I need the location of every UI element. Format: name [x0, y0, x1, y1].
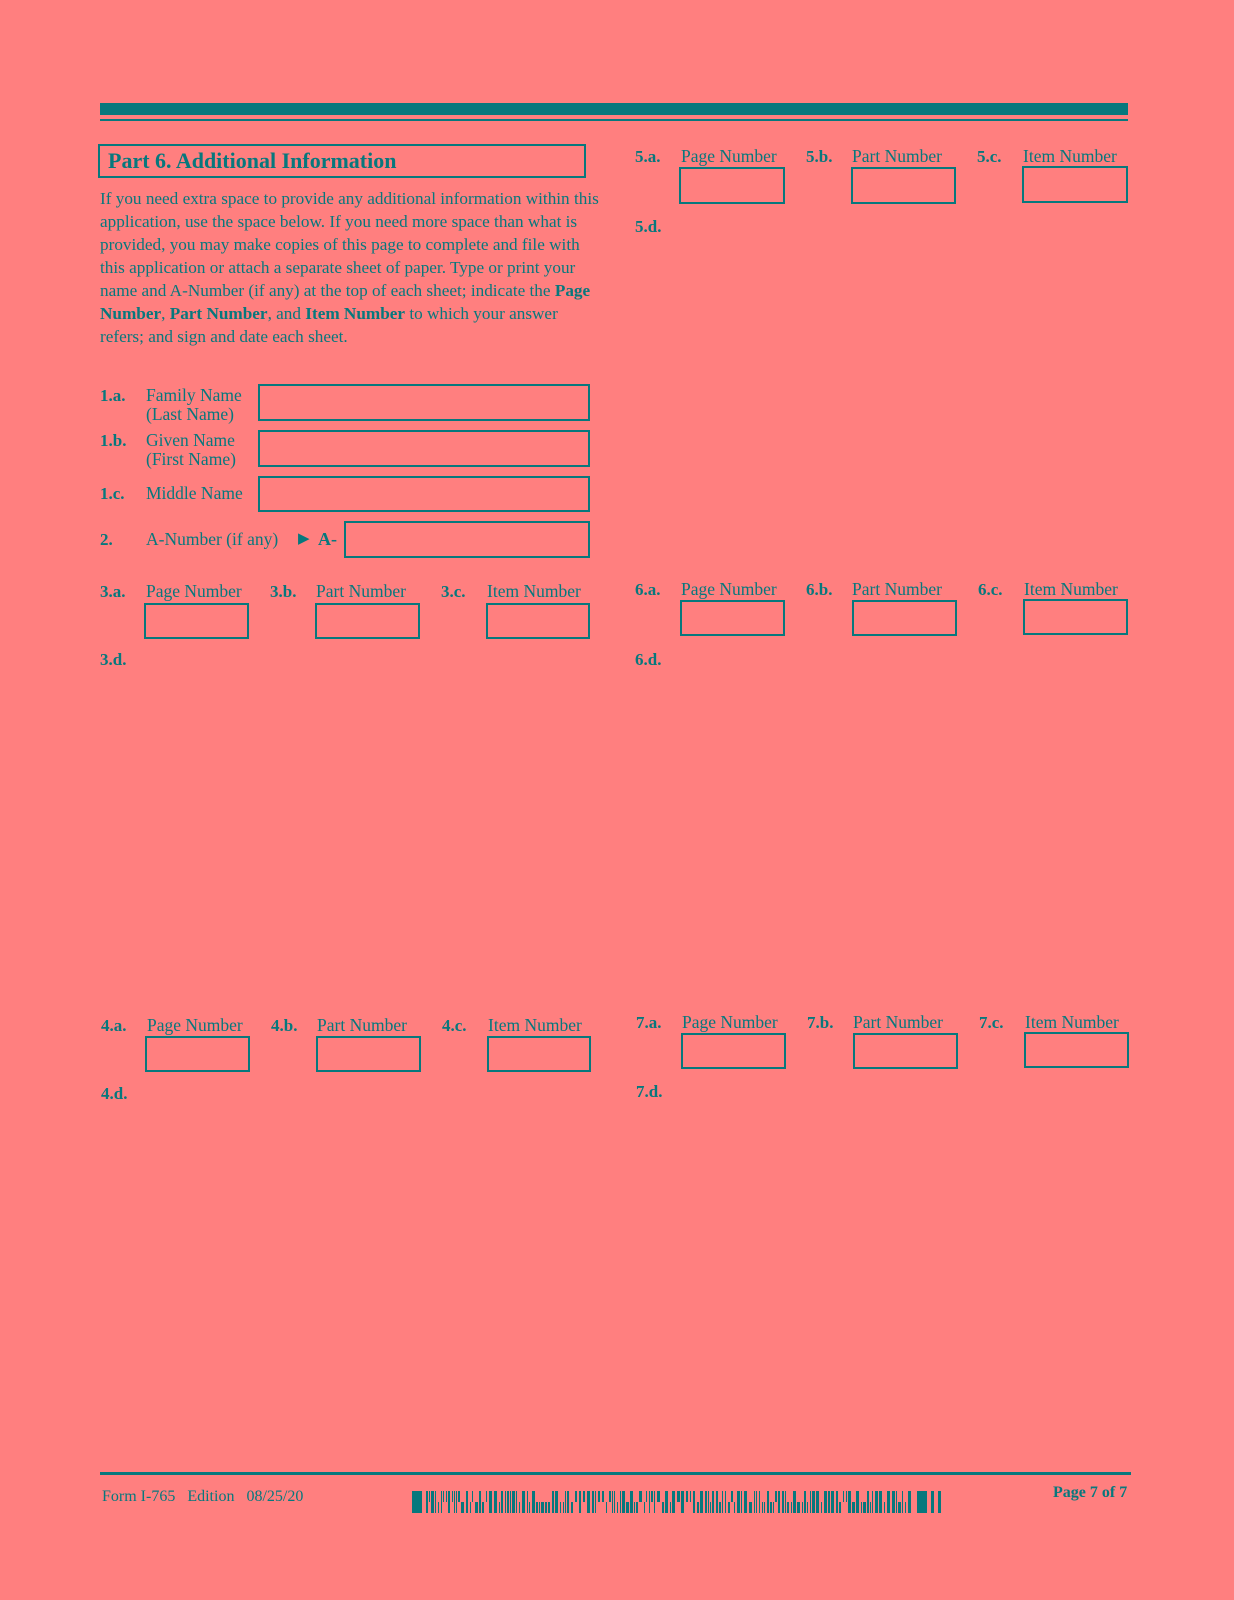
- part-number-field[interactable]: [851, 167, 956, 204]
- instructions-bold-item: Item Number: [305, 304, 406, 323]
- item-number-label: Item Number: [1024, 579, 1118, 599]
- top-rule-thick: [100, 103, 1128, 115]
- item-number: 4.c.: [442, 1016, 467, 1035]
- item-number: 1.b.: [100, 431, 127, 450]
- item-number-field[interactable]: [486, 603, 590, 639]
- a-number-label: A-Number (if any): [146, 529, 279, 549]
- page-number-field[interactable]: [145, 1036, 250, 1072]
- family-name-label-line2: (Last Name): [146, 404, 234, 424]
- page-number-label: Page Number: [682, 1012, 778, 1032]
- page-number-label: Page Number: [147, 1015, 243, 1035]
- part-number-field[interactable]: [853, 1033, 958, 1069]
- page-number-field[interactable]: [681, 1033, 786, 1069]
- additional-info-textarea[interactable]: [145, 1104, 591, 1444]
- additional-info-textarea[interactable]: [679, 236, 1128, 566]
- item-number: 4.a.: [101, 1016, 127, 1035]
- item-number: 5.a.: [635, 147, 661, 166]
- instructions-part2: to which your answer refers; and sign and date each sheet.: [100, 304, 558, 346]
- given-name-label-line2: (First Name): [146, 449, 236, 469]
- item-number: 3.d.: [100, 650, 127, 669]
- given-name-label: [146, 431, 236, 469]
- item-number: 4.b.: [271, 1016, 298, 1035]
- footer-rule: [100, 1472, 1131, 1475]
- item-number: 6.c.: [978, 580, 1003, 599]
- page-number-label: Page Number: [681, 146, 777, 166]
- additional-info-textarea[interactable]: [681, 1102, 1129, 1442]
- item-number: 7.a.: [636, 1013, 662, 1032]
- item-number: 1.a.: [100, 386, 126, 405]
- additional-info-textarea[interactable]: [680, 670, 1128, 1000]
- item-number-label: Item Number: [488, 1015, 582, 1035]
- part-number-label: Part Number: [852, 146, 942, 166]
- item-number-field[interactable]: [1024, 1032, 1129, 1068]
- item-number: 1.c.: [100, 484, 125, 503]
- item-number-field[interactable]: [1022, 166, 1128, 203]
- instructions-part1: If you need extra space to provide any additional information within this application, use the space below. If you need more space than what is provided, you may make copies of this page to complete and file with this application or attach a separate sheet of paper. Type or print your name and A-Number (if any) at the top of each sheet; indicate the: [100, 189, 599, 300]
- given-name-field[interactable]: [258, 430, 590, 467]
- page-number-field[interactable]: [144, 603, 249, 639]
- item-number: 7.c.: [979, 1013, 1004, 1032]
- instructions-bold-part: Part Number: [169, 304, 268, 323]
- part-number-field[interactable]: [315, 603, 420, 639]
- item-number: 4.d.: [101, 1084, 128, 1103]
- item-number-field[interactable]: [487, 1036, 591, 1072]
- middle-name-field[interactable]: [258, 476, 590, 512]
- instructions-bold-page: Page Number: [100, 281, 591, 323]
- item-number-label: Item Number: [487, 581, 581, 601]
- barcode-icon: [412, 1491, 944, 1513]
- page-number-label: Page Number: [681, 579, 777, 599]
- arrow-right-icon: ▶: [298, 531, 310, 547]
- item-number: 5.d.: [635, 217, 662, 236]
- item-number: 3.c.: [441, 582, 466, 601]
- family-name-label-line1: Family Name: [146, 385, 242, 405]
- page-number-label: Page Number: [146, 581, 242, 601]
- family-name-label: [146, 386, 242, 424]
- a-number-field[interactable]: [344, 521, 590, 558]
- part-number-label: Part Number: [853, 1012, 943, 1032]
- item-number: 6.a.: [635, 580, 661, 599]
- item-number: 2.: [100, 530, 113, 549]
- top-rule-thin: [100, 119, 1128, 121]
- item-number-label: Item Number: [1023, 146, 1117, 166]
- part-number-field[interactable]: [852, 600, 957, 636]
- instructions-text: [100, 187, 600, 348]
- part-number-field[interactable]: [316, 1036, 421, 1072]
- page-number-field[interactable]: [679, 167, 785, 204]
- item-number-label: Item Number: [1025, 1012, 1119, 1032]
- item-number: 7.d.: [636, 1082, 663, 1101]
- page-indicator: Page 7 of 7: [1053, 1484, 1128, 1501]
- item-number: 6.b.: [806, 580, 833, 599]
- instructions-separator: , and: [267, 304, 306, 323]
- item-number-field[interactable]: [1023, 599, 1128, 635]
- additional-info-textarea[interactable]: [144, 670, 590, 1000]
- item-number: 5.c.: [977, 147, 1002, 166]
- part-number-label: Part Number: [316, 581, 406, 601]
- item-number: 7.b.: [807, 1013, 834, 1032]
- part-number-label: Part Number: [317, 1015, 407, 1035]
- given-name-label-line1: Given Name: [146, 430, 235, 450]
- item-number: 5.b.: [806, 147, 833, 166]
- part-title: Part 6. Additional Information: [98, 144, 586, 178]
- part-number-label: Part Number: [852, 579, 942, 599]
- item-number: 6.d.: [635, 650, 662, 669]
- item-number: 3.a.: [100, 582, 126, 601]
- form-edition: Form I-765 Edition 08/25/20: [102, 1488, 304, 1505]
- middle-name-label: Middle Name: [146, 483, 243, 503]
- family-name-field[interactable]: [258, 384, 590, 421]
- page-number-field[interactable]: [680, 600, 785, 636]
- item-number: 3.b.: [270, 582, 297, 601]
- a-number-prefix: A-: [318, 529, 337, 549]
- instructions-separator: ,: [161, 304, 170, 323]
